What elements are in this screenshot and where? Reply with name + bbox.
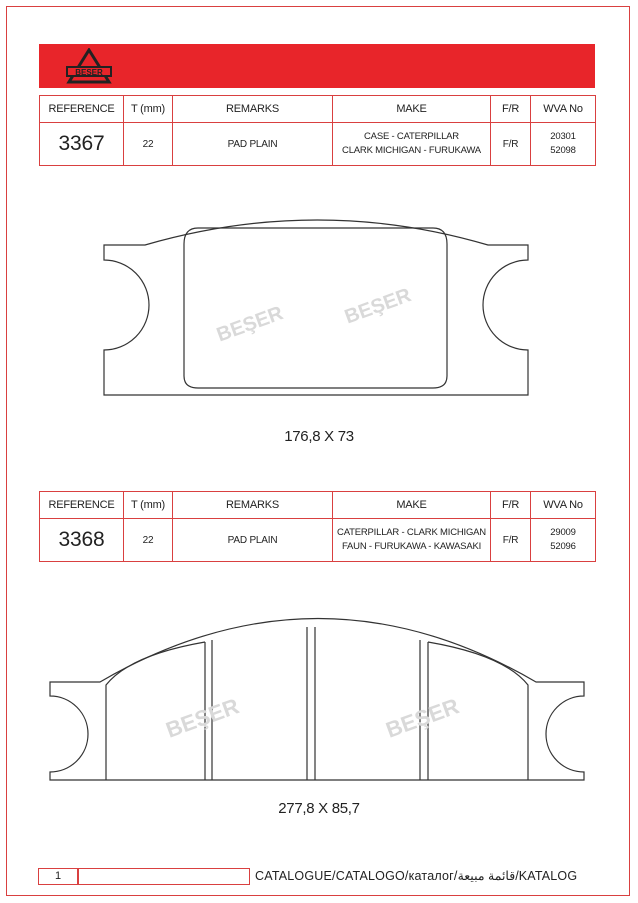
table-header-row [40,492,596,519]
header-fr: F/R [491,96,531,123]
beser-logo-icon [63,48,115,86]
fr-cell: F/R [491,519,531,562]
thickness-cell: 22 [124,519,173,562]
table-row [40,123,596,166]
watermark-text: BEŞER [341,284,415,329]
remarks-cell: PAD PLAIN [173,123,333,166]
header-reference: REFERENCE [40,492,124,519]
brake-pad-drawing-3367 [0,200,638,415]
make-line-1: CASE - CATERPILLAR [364,131,459,142]
reference-cell: 3368 [40,519,124,562]
header-thickness: T (mm) [124,96,173,123]
wva-cell [531,519,596,562]
wva-line-1: 20301 [550,131,576,142]
wva-line-1: 29009 [550,527,576,538]
reference-cell: 3367 [40,123,124,166]
wva-cell [531,123,596,166]
wva-line-2: 52096 [550,541,576,552]
dimension-label-3368: 277,8 X 85,7 [278,800,360,817]
make-cell [333,123,491,166]
make-cell [333,519,491,562]
header-reference: REFERENCE [40,96,124,123]
thickness-cell: 22 [124,123,173,166]
header-wva: WVA No [531,492,596,519]
table-header-row [40,96,596,123]
product-table-3367 [39,95,596,166]
wva-line-2: 52098 [550,145,576,156]
header-fr: F/R [491,492,531,519]
footer-bar [78,868,250,885]
make-line-2: FAUN - FURUKAWA - KAWASAKI [341,541,482,552]
make-line-2: CLARK MICHIGAN - FURUKAWA [342,145,481,156]
watermark-text: BEŞER [382,693,463,743]
remarks-cell: PAD PLAIN [173,519,333,562]
product-table-3368 [39,491,596,562]
header-make: MAKE [333,96,491,123]
header-make: MAKE [333,492,491,519]
header-remarks: REMARKS [173,96,333,123]
catalog-label: CATALOGUE/CATALOGO/каталог/قائمة مبيعة/KATALOG [255,869,578,883]
fr-cell: F/R [491,123,531,166]
logo-text: BEŞER [75,68,103,77]
header-bar [39,44,595,88]
brake-pad-drawing-3368 [0,605,638,790]
watermark-text: BEŞER [213,302,287,347]
header-thickness: T (mm) [124,492,173,519]
table-row [40,519,596,562]
header-wva: WVA No [531,96,596,123]
watermark-text: BEŞER [162,693,243,743]
header-remarks: REMARKS [173,492,333,519]
dimension-label-3367: 176,8 X 73 [284,428,354,445]
page-number: 1 [54,870,62,882]
make-line-1: CATERPILLAR - CLARK MICHIGAN [337,527,486,538]
